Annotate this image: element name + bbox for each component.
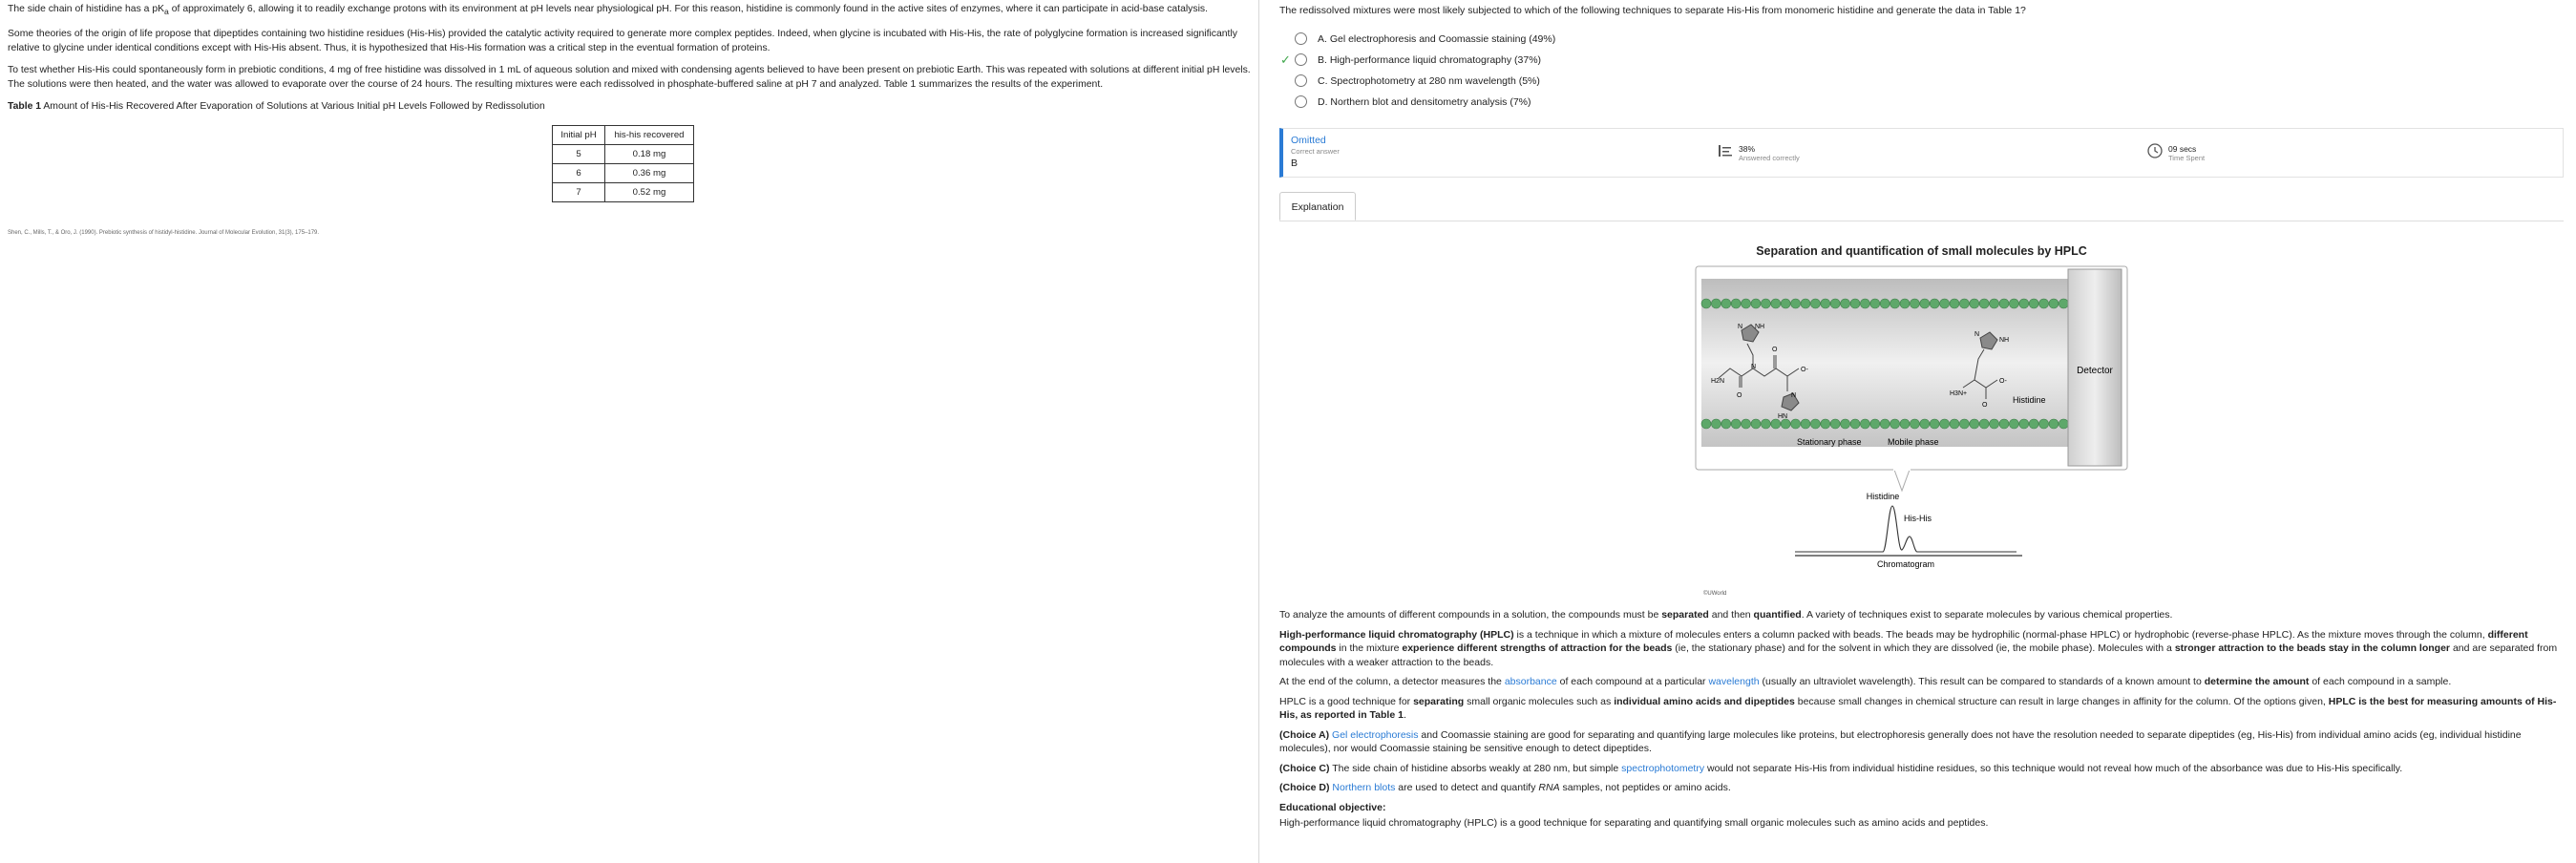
stationary-bead — [1910, 419, 1919, 429]
stationary-bead — [1781, 419, 1790, 429]
stationary-bead — [1771, 299, 1781, 308]
stationary-bead — [1810, 299, 1820, 308]
molecule-atom: N — [1738, 324, 1743, 330]
stationary-bead — [2029, 299, 2038, 308]
stationary-bead — [1970, 299, 1979, 308]
molecule-atom: N — [1791, 392, 1797, 399]
radio-button[interactable] — [1295, 53, 1307, 66]
choice-c[interactable] — [1279, 73, 1555, 94]
choice-a[interactable] — [1279, 31, 1555, 52]
stationary-bead — [1950, 299, 1959, 308]
stationary-bead — [1920, 419, 1930, 429]
stationary-bead — [1721, 299, 1731, 308]
explanation-paragraph: (Choice C) The side chain of histidine absorbs weakly at 280 nm, but simple spectrophotometry would not separate His-His from individual histidine residues, so this technique would not reveal how much of the absorbance was due to His-His specifically. — [1279, 762, 2403, 774]
passage-paragraph-3: To test whether His-His could spontaneously form in prebiotic conditions, 4 mg of free histidine was dissolved in 1 mL of aqueous solution and mixed with condensing agents believed to have been present on prebiotic Earth. This was repeated with solutions at different initial pH levels. The solutions were then heated, and the water was allowed to evaporate over the course of 24 hours. The resulting mixtures were each redissolved in phosphate-buffered saline at pH 7 and analyzed. Table 1 summarizes the results of the experiment. — [8, 65, 1251, 91]
stationary-bead — [1731, 299, 1741, 308]
mobile-phase-label: Mobile phase — [1888, 437, 1939, 447]
citation: Shen, C., Mills, T., & Oro, J. (1990). Prebiotic synthesis of histidyl-histidine. Journal of Molecular Evolution, 31(3), 175–179. — [8, 230, 320, 236]
stationary-bead — [1850, 299, 1860, 308]
stationary-bead — [1701, 419, 1711, 429]
molecule-atom: HN — [1778, 413, 1788, 420]
molecule-atom: O — [1772, 347, 1778, 353]
detector-label: Detector — [2077, 366, 2113, 376]
explanation-paragraph: HPLC is a good technique for separating small organic molecules such as individual amino acids and dipeptides because small changes in chemical structure can result in large changes in affinity for the column. Of the options given, HPLC is the best for measuring amounts of His-His, as reported in Table 1. — [1279, 695, 2557, 721]
choice-d[interactable] — [1279, 94, 1555, 115]
table-cell: 7 — [553, 183, 605, 202]
bar-chart-icon — [1718, 143, 1733, 158]
choice-b[interactable] — [1279, 52, 1555, 73]
clock-icon — [2147, 143, 2163, 158]
pane-divider[interactable] — [1258, 0, 1259, 863]
answer-stats-bar — [1279, 128, 2564, 178]
peak-label-hishis: His-His — [1904, 514, 1932, 523]
educational-objective-title: Educational objective: — [1279, 801, 1386, 813]
stationary-bead — [1830, 419, 1840, 429]
choice-label: D. Northern blot and densitometry analysis (7%) — [1318, 96, 1531, 108]
table-row — [553, 145, 694, 164]
stationary-bead — [2049, 299, 2059, 308]
stationary-bead — [2029, 419, 2038, 429]
peak-label-histidine: Histidine — [1866, 492, 1900, 501]
explanation-paragraph: To analyze the amounts of different compounds in a solution, the compounds must be separated and then quantified. A variety of techniques exist to separate molecules by various chemical properties. — [1279, 609, 2173, 621]
stationary-bead — [1870, 419, 1880, 429]
radio-button[interactable] — [1295, 32, 1307, 45]
stationary-bead — [1959, 299, 1969, 308]
stationary-bead — [1890, 299, 1900, 308]
answer-choices — [1279, 31, 1555, 115]
correct-answer-label: Correct answer — [1291, 147, 1340, 156]
stationary-bead — [1791, 299, 1801, 308]
explanation-paragraph: (Choice D) Northern blots are used to detect and quantify RNA samples, not peptides or amino acids. — [1279, 782, 1731, 793]
link-gel-electrophoresis[interactable]: Gel electrophoresis — [1332, 728, 1419, 741]
stationary-bead — [2059, 299, 2068, 308]
stationary-bead — [2009, 299, 2018, 308]
link-absorbance[interactable]: absorbance — [1504, 676, 1557, 687]
molecule-atom: O — [1737, 392, 1742, 399]
stationary-bead — [1771, 419, 1781, 429]
educational-objective-text: High-performance liquid chromatography (HPLC) is a good technique for separating and quantifying small organic molecules such as amino acids and peptides. — [1279, 817, 1989, 829]
stationary-bead — [1761, 419, 1770, 429]
percent-value: 38% — [1739, 144, 1756, 154]
tab-bar — [1279, 192, 2564, 221]
stationary-bead — [2059, 419, 2068, 429]
table-cell: 0.52 mg — [605, 183, 694, 202]
table-1 — [552, 125, 694, 202]
stationary-phase-label: Stationary phase — [1797, 437, 1862, 447]
molecule-atom: H3N+ — [1950, 390, 1968, 397]
stationary-bead — [1830, 299, 1840, 308]
chromatogram-label: Chromatogram — [1876, 559, 1935, 569]
status-label: Omitted — [1291, 135, 1326, 146]
hplc-figure — [1692, 263, 2207, 598]
molecule-atom: O- — [1801, 367, 1808, 373]
stationary-bead — [2019, 299, 2029, 308]
molecule-atom: N — [1974, 331, 1980, 338]
stationary-bead — [2039, 299, 2049, 308]
stationary-bead — [1930, 419, 1939, 429]
stationary-bead — [1979, 419, 1989, 429]
molecule-atom: O — [1982, 402, 1988, 409]
table-header-cell: his-his recovered — [605, 126, 694, 145]
table-caption: Table 1 Amount of His-His Recovered After Evaporation of Solutions at Various Initial pH Levels Followed by Redissolution — [8, 101, 545, 113]
radio-button[interactable] — [1295, 95, 1307, 108]
figure-title: Separation and quantification of small molecules by HPLC — [1756, 244, 2087, 258]
link-northern-blots[interactable]: Northern blots — [1332, 782, 1396, 793]
molecule-atom: H2N — [1711, 378, 1725, 385]
stationary-bead — [1742, 299, 1751, 308]
stationary-bead — [1999, 299, 2009, 308]
stationary-bead — [2019, 419, 2029, 429]
stationary-bead — [1821, 299, 1830, 308]
time-value: 09 secs — [2168, 144, 2197, 154]
stationary-bead — [1751, 299, 1761, 308]
stationary-bead — [1791, 419, 1801, 429]
table-cell: 0.36 mg — [605, 164, 694, 183]
stationary-bead — [1990, 419, 1999, 429]
explanation-body — [1279, 608, 2564, 836]
explanation-paragraph: At the end of the column, a detector measures the absorbance of each compound at a particular wavelength (usually an ultraviolet wavelength). This result can be compared to standards of a known amount to determine the amount of each compound in a sample. — [1279, 676, 2452, 687]
molecule-atom: O- — [1999, 378, 2007, 385]
stationary-bead — [1870, 299, 1880, 308]
stationary-bead — [1940, 299, 1950, 308]
table-header-row — [553, 126, 694, 145]
correct-answer-value: B — [1291, 158, 1299, 169]
molecule-atom: N — [1751, 364, 1757, 370]
stationary-bead — [1731, 419, 1741, 429]
stationary-bead — [1979, 299, 1989, 308]
stationary-bead — [1860, 299, 1869, 308]
stationary-bead — [1841, 299, 1850, 308]
stationary-bead — [1950, 419, 1959, 429]
choice-label: A. Gel electrophoresis and Coomassie staining (49%) — [1318, 33, 1556, 45]
question-pane — [1279, 0, 2564, 863]
tab-explanation[interactable]: Explanation — [1279, 192, 1356, 221]
stationary-bead — [1970, 419, 1979, 429]
percent-label: Answered correctly — [1739, 154, 1800, 162]
stationary-bead — [1930, 299, 1939, 308]
link-spectrophotometry[interactable]: spectrophotometry — [1621, 762, 1705, 774]
copyright: ©UWorld — [1703, 591, 1727, 597]
molecule-atom: NH — [1999, 337, 2010, 344]
choice-label: B. High-performance liquid chromatography (37%) — [1318, 54, 1542, 66]
stationary-bead — [1910, 299, 1919, 308]
link-wavelength[interactable]: wavelength — [1708, 676, 1760, 687]
stationary-bead — [2049, 419, 2059, 429]
table-row — [553, 164, 694, 183]
table-cell: 6 — [553, 164, 605, 183]
stationary-bead — [1801, 419, 1810, 429]
stationary-bead — [1810, 419, 1820, 429]
histidine-label: Histidine — [2013, 395, 2046, 405]
stationary-bead — [2039, 419, 2049, 429]
stationary-bead — [1900, 419, 1910, 429]
stationary-bead — [1801, 299, 1810, 308]
stationary-bead — [1940, 419, 1950, 429]
stationary-bead — [1880, 419, 1890, 429]
passage-paragraph-1: The side chain of histidine has a $pK_a$ of approximately 6, allowing it to readily exchange protons with its environment at pH levels near physiological pH. For this reason, histidine is commonly found in the active sites of enzymes, where it can participate in acid-base catalysis. — [8, 4, 1208, 17]
stationary-bead — [1711, 299, 1721, 308]
stationary-bead — [1751, 419, 1761, 429]
bead-row-bottom — [1701, 419, 2068, 429]
passage-pane — [0, 0, 1258, 863]
explanation-paragraph: High-performance liquid chromatography (HPLC) is a technique in which a mixture of molecules enters a column packed with beads. The beads may be hydrophilic (normal-phase HPLC) or hydrophobic (reverse-phase HPLC). As the mixture moves through the column, different compounds in the mixture experience different strengths of attraction for the beads (ie, the stationary phase) and for the solvent in which they are dissolved (ie, the mobile phase). Molecules with a stronger attraction to the beads stay in the column longer and are separated from molecules with a weaker attraction to the beads. — [1279, 628, 2558, 668]
time-label: Time Spent — [2168, 154, 2206, 162]
table-row — [553, 183, 694, 202]
stationary-bead — [1920, 299, 1930, 308]
stationary-bead — [1880, 299, 1890, 308]
passage-paragraph-2: Some theories of the origin of life propose that dipeptides containing two histidine residues (His-His) provided the catalytic activity required to generate more complex peptides. Indeed, when glycine is incubated with His-His, the rate of polyglycine formation is increased significantly relative to glycine under identical conditions except with His-His absent. Thus, it is hypothesized that His-His formation was a critical step in the eventual formation of proteins. — [8, 29, 1237, 54]
callout-pointer — [1894, 470, 1910, 491]
answer-status — [1291, 135, 1340, 169]
stationary-bead — [1900, 299, 1910, 308]
stationary-bead — [1711, 419, 1721, 429]
chromatogram — [1795, 492, 2022, 569]
stationary-bead — [1701, 299, 1711, 308]
stationary-bead — [1999, 419, 2009, 429]
table-header-cell: Initial pH — [553, 126, 605, 145]
table-cell: 0.18 mg — [605, 145, 694, 164]
stationary-bead — [1959, 419, 1969, 429]
stationary-bead — [1781, 299, 1790, 308]
stationary-bead — [1821, 419, 1830, 429]
stationary-bead — [1850, 419, 1860, 429]
explanation-paragraph: (Choice A) Gel electrophoresis and Coomassie staining are good for separating and quantifying large molecules like proteins, but electrophoresis generally does not have the resolution needed to separate dipeptides (eg, His-His) from individual amino acids (eg, individual histidine molecules), nor would Coomassie staining be sensitive enough to detect dipeptides. — [1279, 728, 2522, 754]
stationary-bead — [1841, 419, 1850, 429]
stationary-bead — [1742, 419, 1751, 429]
radio-button[interactable] — [1295, 74, 1307, 87]
stationary-bead — [1761, 299, 1770, 308]
stationary-bead — [1860, 419, 1869, 429]
choice-label: C. Spectrophotometry at 280 nm wavelength (5%) — [1318, 75, 1540, 87]
question-stem: The redissolved mixtures were most likely subjected to which of the following techniques to separate His-His from monomeric histidine and generate the data in Table 1? — [1279, 5, 2026, 16]
checkmark-icon: ✓ — [1280, 53, 1291, 67]
molecule-atom: NH — [1755, 324, 1765, 330]
stationary-bead — [1990, 299, 1999, 308]
stationary-bead — [2009, 419, 2018, 429]
bead-row-top — [1701, 299, 2068, 308]
stationary-bead — [1721, 419, 1731, 429]
stationary-bead — [1890, 419, 1900, 429]
table-cell: 5 — [553, 145, 605, 164]
